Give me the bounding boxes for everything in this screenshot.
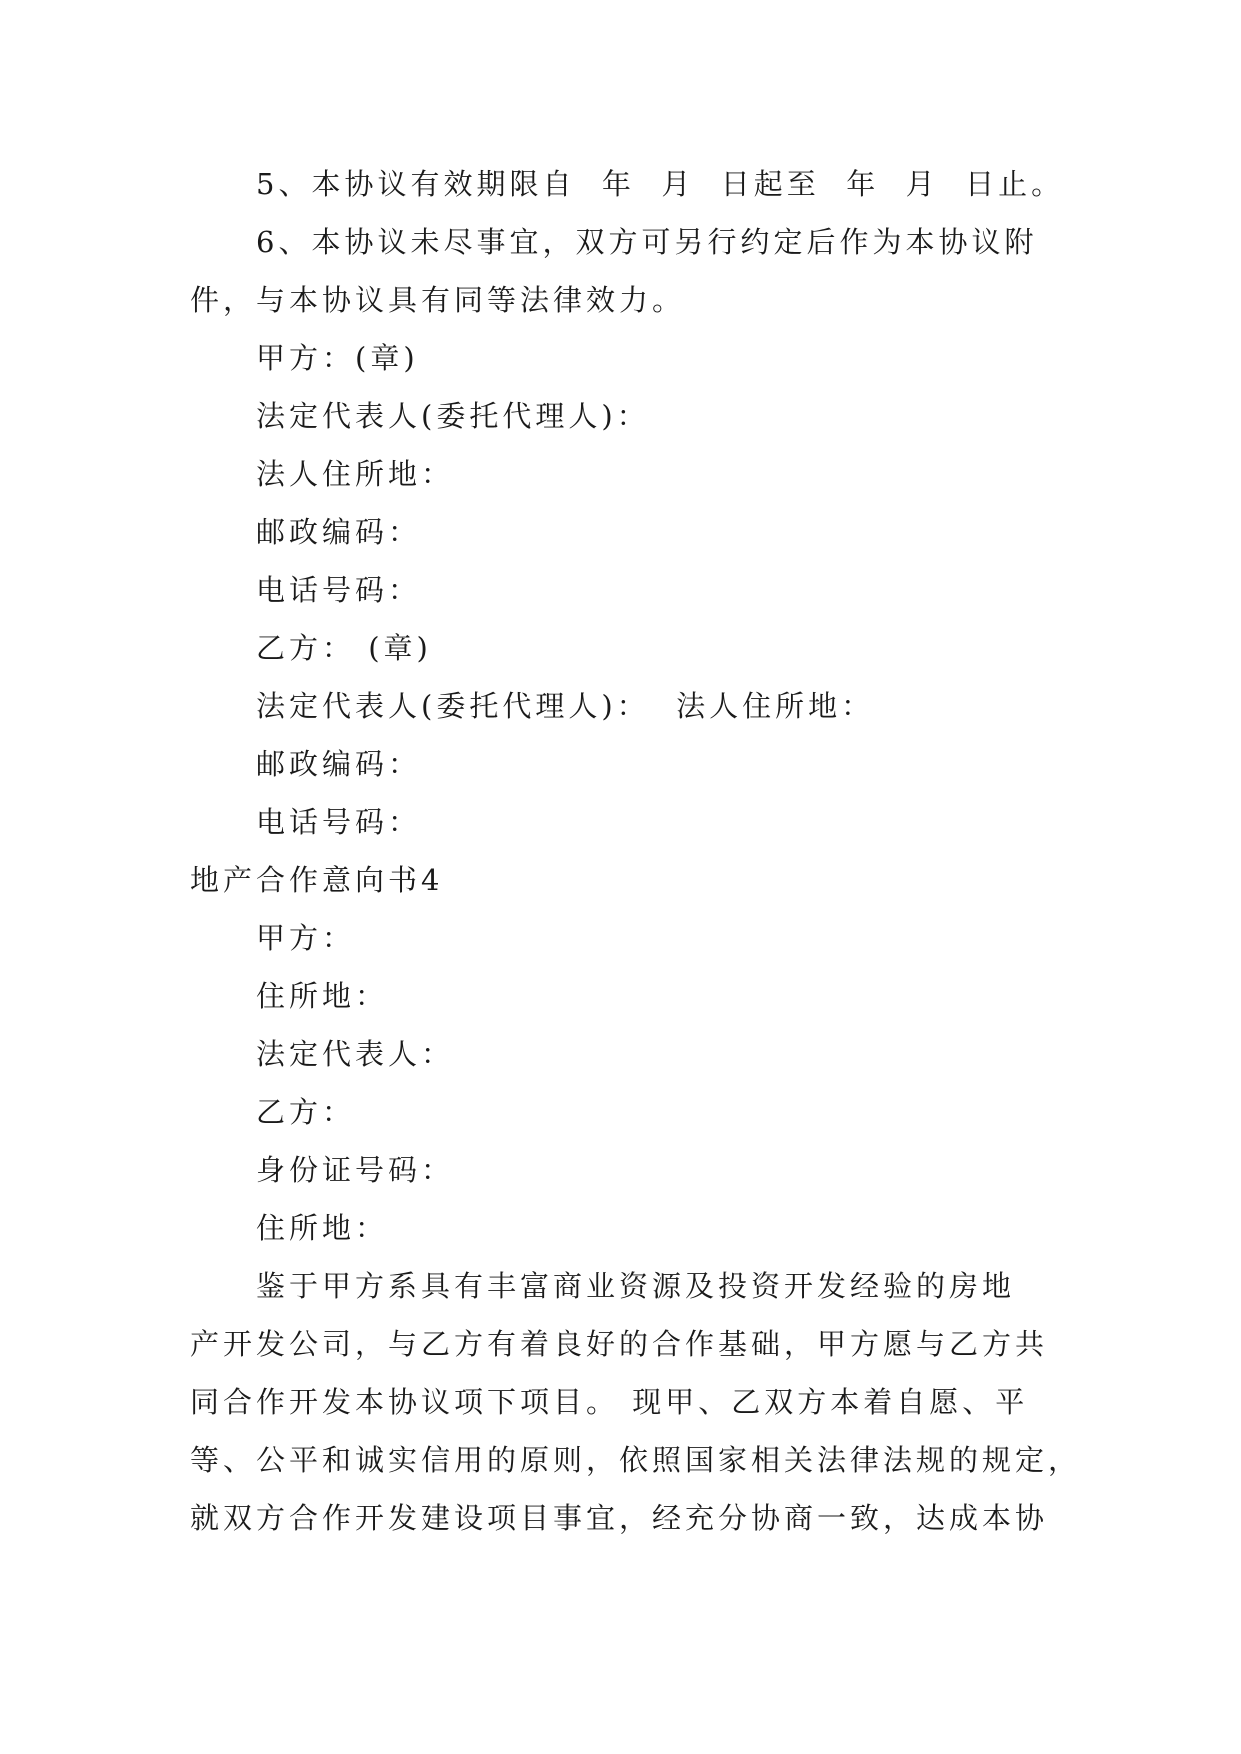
s4-party-a: 甲方： xyxy=(256,921,356,955)
party-a-phone: 电话号码： xyxy=(256,573,422,607)
s4-party-a-representative: 法定代表人： xyxy=(256,1037,455,1071)
document-body xyxy=(190,155,1082,1547)
clause-6-line-1: 6、本协议未尽事宜，双方可另行约定后作为本协议附 xyxy=(256,225,1038,259)
section-title: 地产合作意向书4 xyxy=(190,863,444,897)
s4-party-b-address: 住所地： xyxy=(256,1211,389,1245)
party-a-address: 法人住所地： xyxy=(256,457,455,491)
clause-5: 5、本协议有效期限自 年 月 日起至 年 月 日止。 xyxy=(256,167,1065,201)
clause-6-line-2: 件，与本协议具有同等法律效力。 xyxy=(190,283,686,317)
s4-party-b-id-number: 身份证号码： xyxy=(256,1153,455,1187)
preamble-line: 等、公平和诚实信用的原则，依照国家相关法律法规的规定， xyxy=(190,1443,1082,1477)
s4-party-a-address: 住所地： xyxy=(256,979,389,1013)
preamble-paragraph xyxy=(190,1257,1082,1547)
preamble-line: 产开发公司，与乙方有着良好的合作基础，甲方愿与乙方共 xyxy=(190,1327,1049,1361)
s4-party-b: 乙方： xyxy=(256,1095,356,1129)
preamble-line: 同合作开发本协议项下项目。 现甲、乙双方本着自愿、平 xyxy=(190,1385,1029,1419)
party-b-phone: 电话号码： xyxy=(256,805,422,839)
preamble-line: 鉴于甲方系具有丰富商业资源及投资开发经验的房地 xyxy=(256,1269,1016,1303)
party-a-signature: 甲方：(章) xyxy=(256,341,419,375)
party-b-postcode: 邮政编码： xyxy=(256,747,422,781)
party-a-postcode: 邮政编码： xyxy=(256,515,422,549)
party-a-representative: 法定代表人(委托代理人)： xyxy=(256,399,650,433)
party-b-signature: 乙方： (章) xyxy=(256,631,432,665)
party-b-representative-address: 法定代表人(委托代理人)： 法人住所地： xyxy=(256,689,875,723)
preamble-line: 就双方合作开发建设项目事宜，经充分协商一致，达成本协 xyxy=(190,1501,1049,1535)
